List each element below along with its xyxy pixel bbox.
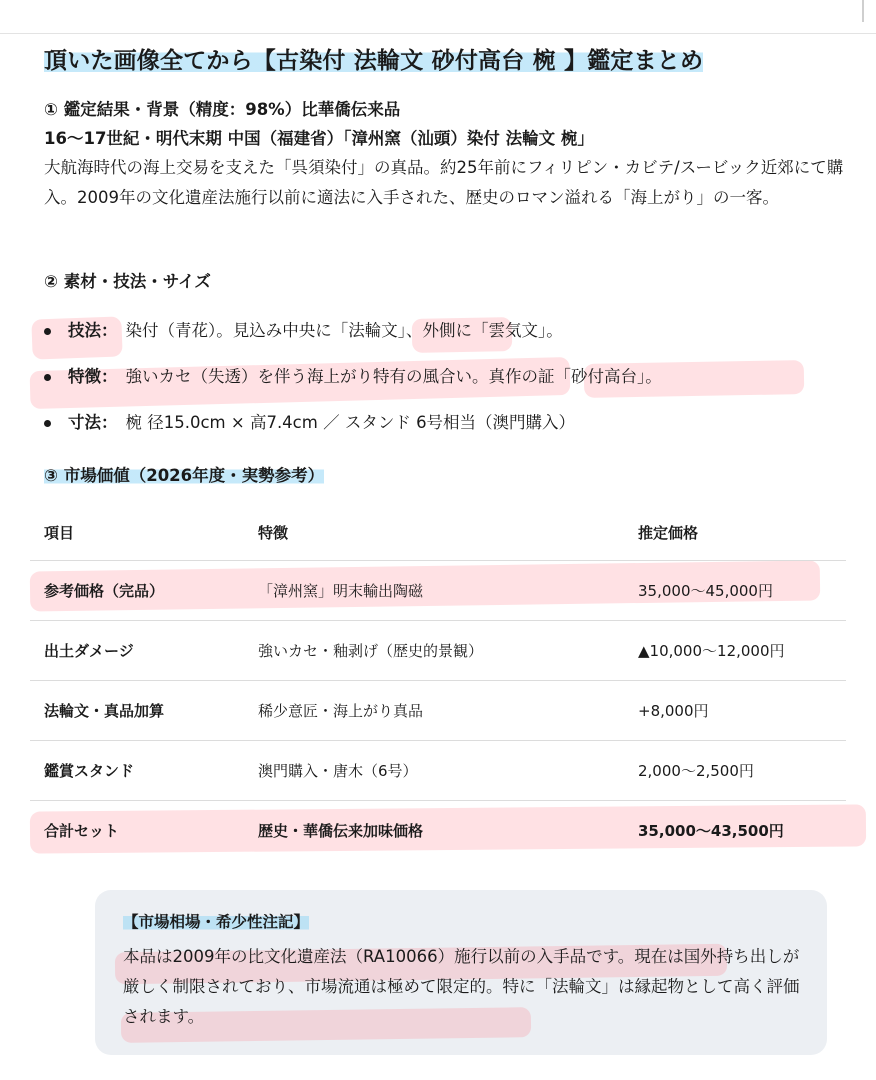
note-title [123,910,315,932]
table-cell: 歴史・華僑伝来加味価格 [258,822,424,840]
table-cell: 35,000〜45,000円 [624,561,846,621]
table-cell: 法輪文・真品加算 [30,681,244,741]
table-cell: 稀少意匠・海上がり真品 [244,681,624,741]
page-title-text: 頂いた画像全てから【古染付 法輪文 砂付高台 椀 】鑑定まとめ [44,48,704,74]
page-title [44,40,717,77]
bullet-icon [44,374,51,381]
list-item [44,362,662,408]
bullet-text: 染付（青花）。見込み中央に「法輪文」、外側に「雲気文」。 [125,321,563,340]
column-header: 推定価格 [624,505,846,561]
column-header: 特徴 [244,505,624,561]
table-row [30,561,846,621]
table-cell: 澳門購入・唐木（6号） [244,741,624,801]
section3-heading [44,462,324,486]
note-body: 本品は2009年の比文化遺産法（RA10066）施行以前の入手品です。現在は国外持ち出しが厳しく制限されており、市場流通は極めて限定的。特に「法輪文」は縁起物として高く評価されます。 [123,947,800,1026]
scroll-indicator[interactable] [862,0,864,22]
table-cell: 出土ダメージ [30,621,244,681]
bullet-text: 椀 径15.0cm × 高7.4cm ／ スタンド 6号相当（澳門購入） [125,413,576,432]
price-table [30,505,846,860]
bullet-label: 寸法： [68,413,118,432]
table-cell: 鑑賞スタンド [30,741,244,801]
column-header: 項目 [30,505,244,561]
section2-heading: ② 素材・技法・サイズ [44,272,211,291]
bullet-label: 特徴： [68,367,118,386]
section3-heading-text: ③ 市場価値（2026年度・実勢参考） [44,466,325,485]
table-header-row [30,505,846,561]
section1-body: 大航海時代の海上交易を支えた「呉須染付」の真品。約25年前にフィリピン・カビテ/スービック近郊にて購入。2009年の文化遺産法施行以前に適法に入手された、歴史のロマン溢れる「海上がり」の一客。 [44,158,844,207]
section1-heading: ① 鑑定結果・背景（精度：98%）比華僑伝来品 [44,100,401,119]
table-cell: 「漳州窯」明末輸出陶磁 [244,561,624,621]
bullet-label: 技法： [68,321,118,340]
note-box [95,890,827,1055]
bullet-icon [44,328,51,335]
top-bar [0,0,876,34]
bullet-icon [44,420,51,427]
table-row [30,741,846,801]
spec-list [44,316,662,454]
table-cell: 2,000〜2,500円 [624,741,846,801]
table-cell: 35,000〜43,500円 [638,822,784,840]
section1-subheading: 16〜17世紀・明代末期 中国（福建省）「漳州窯（汕頭）染付 法輪文 椀」 [44,129,594,148]
table-cell: 合計セット [44,822,120,840]
table-row [30,681,846,741]
table-cell: +8,000円 [624,681,846,741]
table-total-row [30,801,846,861]
table-cell: ▲10,000〜12,000円 [624,621,846,681]
bullet-text: 強いカセ（失透）を伴う海上がり特有の風合い。真作の証「砂付高台」。 [125,367,662,386]
list-item [44,316,662,362]
table-row [30,621,846,681]
table-cell: 参考価格（完品） [30,561,244,621]
list-item [44,408,662,454]
table-cell: 強いカセ・釉剥げ（歴史的景観） [244,621,624,681]
note-title-text: 【市場相場・希少性注記】 [123,913,310,931]
